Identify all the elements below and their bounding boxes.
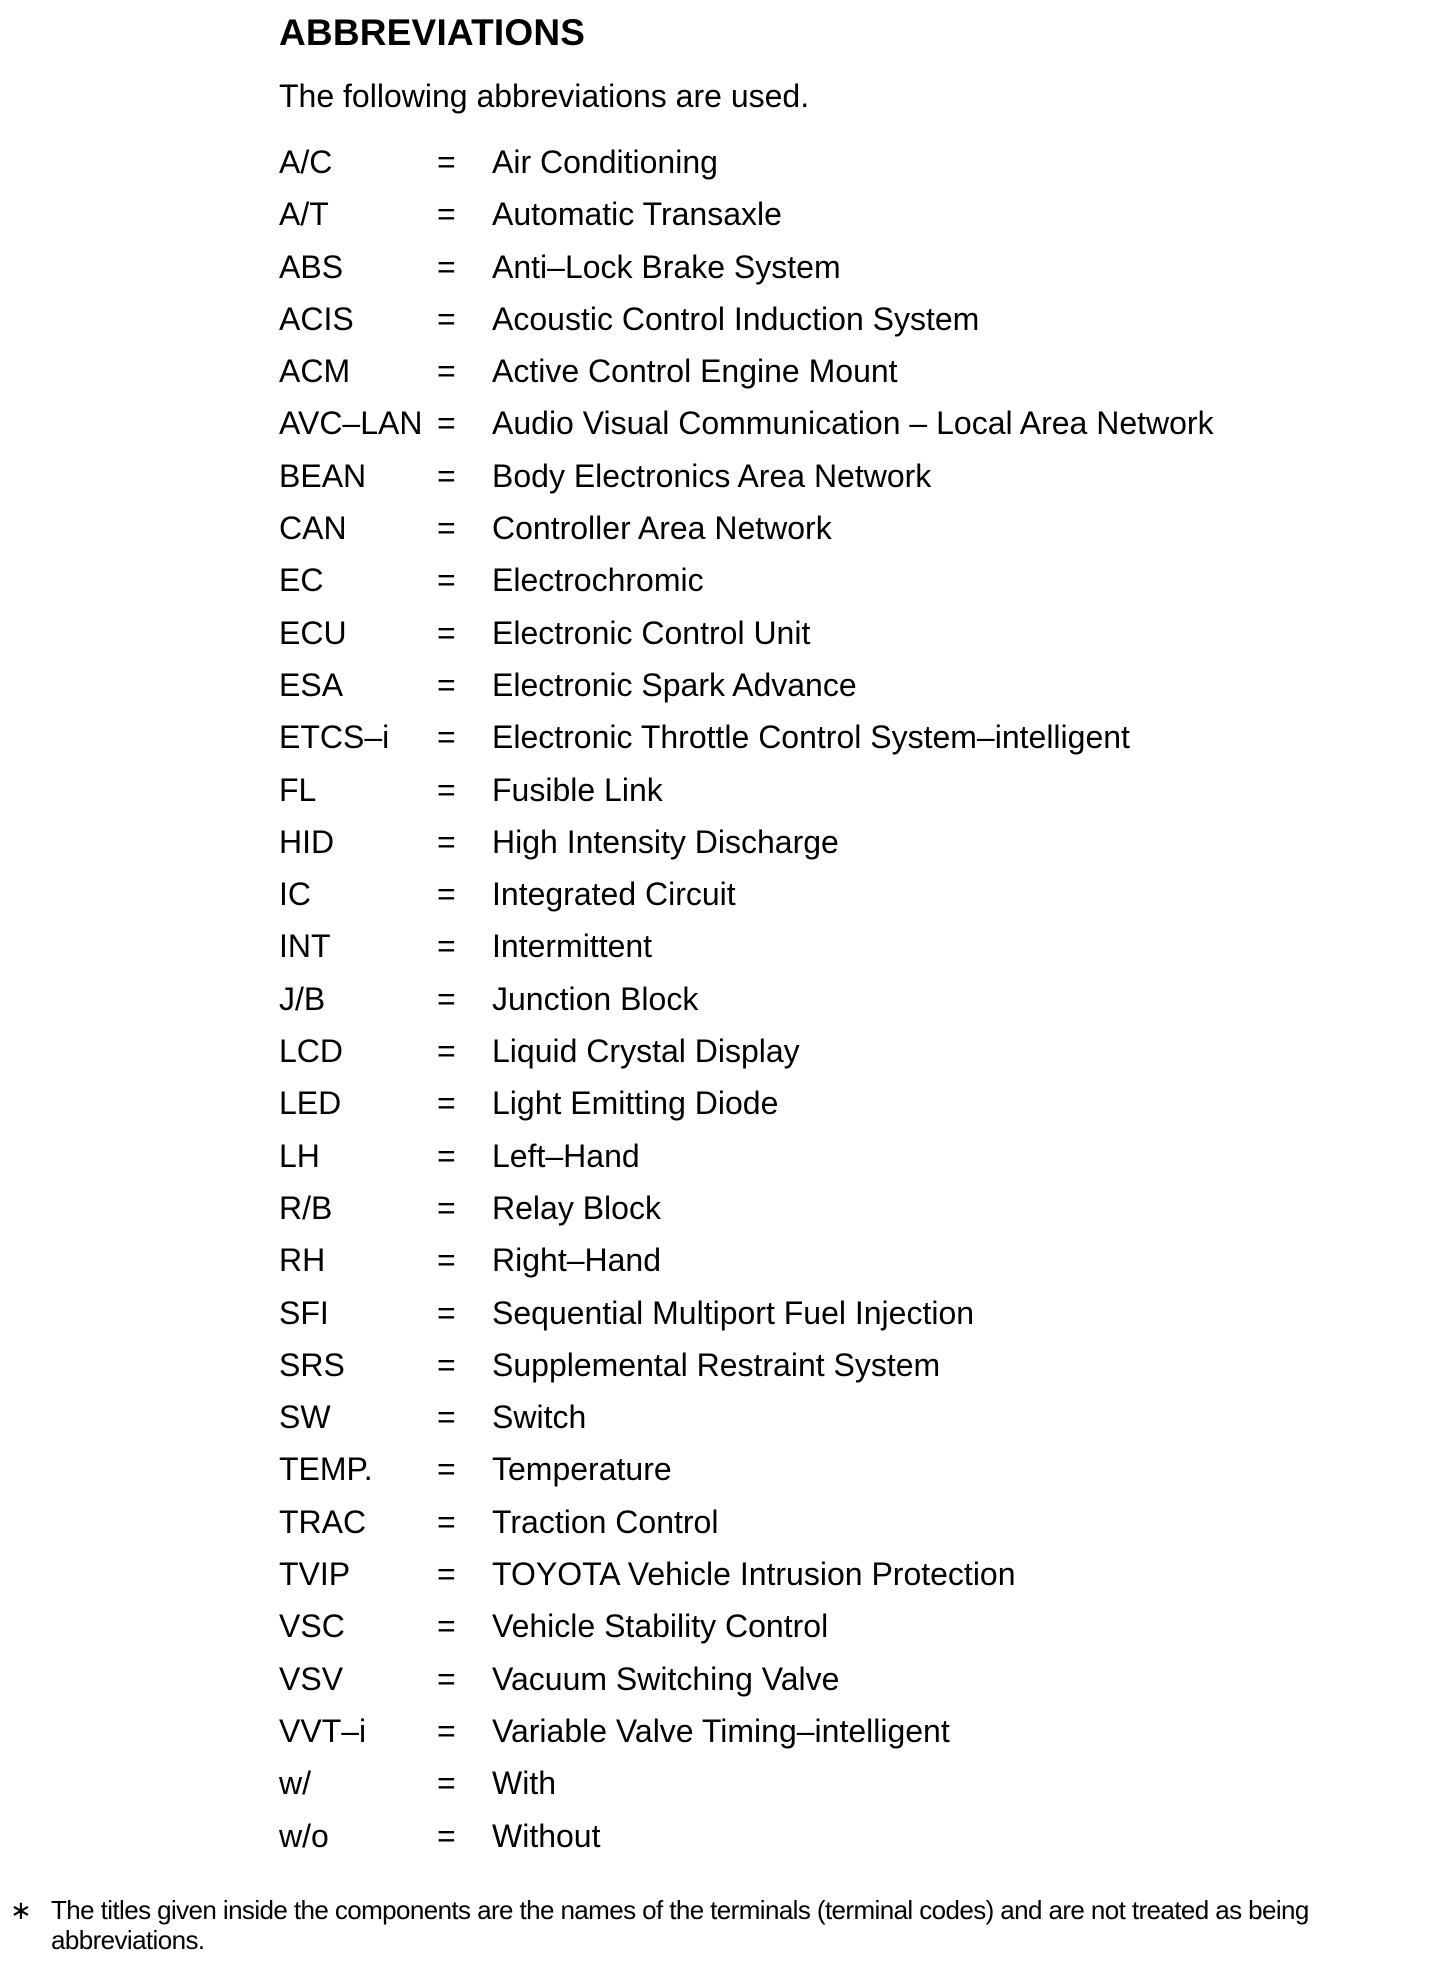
- abbreviation-definition: Traction Control: [492, 1503, 719, 1540]
- abbreviation-term: LED: [279, 1085, 342, 1122]
- abbreviation-definition: High Intensity Discharge: [492, 823, 839, 860]
- abbreviation-term: VSV: [279, 1660, 344, 1697]
- abbreviation-term: ESA: [279, 666, 344, 703]
- abbreviation-definition: Anti–Lock Brake System: [492, 248, 841, 285]
- abbreviation-definition: Vehicle Stability Control: [492, 1608, 829, 1645]
- abbreviation-definition: Light Emitting Diode: [492, 1085, 779, 1122]
- equals-sign: =: [437, 1399, 456, 1436]
- abbreviation-term: INT: [279, 928, 331, 965]
- equals-sign: =: [437, 196, 456, 233]
- equals-sign: =: [437, 980, 456, 1017]
- equals-sign: =: [437, 353, 456, 390]
- abbreviation-definition: Electrochromic: [492, 562, 704, 599]
- abbreviation-term: AVC–LAN: [279, 405, 423, 442]
- abbreviation-term: ETCS–i: [279, 719, 390, 756]
- equals-sign: =: [437, 1503, 456, 1540]
- abbreviation-term: EC: [279, 562, 324, 599]
- abbreviation-term: ABS: [279, 248, 344, 285]
- abbreviation-definition: Intermittent: [492, 928, 653, 965]
- abbreviation-term: SW: [279, 1399, 331, 1436]
- abbreviation-definition: Electronic Control Unit: [492, 614, 811, 651]
- equals-sign: =: [437, 300, 456, 337]
- abbreviation-definition: Controller Area Network: [492, 510, 832, 547]
- abbreviation-term: LCD: [279, 1033, 344, 1070]
- abbreviation-term: A/C: [279, 144, 333, 180]
- abbreviation-definition: Acoustic Control Induction System: [492, 300, 980, 337]
- equals-sign: =: [437, 771, 456, 808]
- abbreviation-definition: Without: [492, 1817, 601, 1854]
- equals-sign: =: [437, 1817, 456, 1854]
- abbreviation-definition: Relay Block: [492, 1189, 661, 1226]
- abbreviation-definition: Left–Hand: [492, 1137, 640, 1174]
- abbreviation-term: TEMP.: [279, 1451, 373, 1488]
- equals-sign: =: [437, 1660, 456, 1697]
- abbreviation-definition: Liquid Crystal Display: [492, 1033, 800, 1070]
- footnote-text: The titles given inside the components are the names of the terminals (terminal codes) and are not treated as being abbreviations.: [51, 1895, 1309, 1955]
- abbreviation-definition: Fusible Link: [492, 771, 663, 808]
- equals-sign: =: [437, 614, 456, 651]
- equals-sign: =: [437, 1033, 456, 1070]
- equals-sign: =: [437, 405, 456, 442]
- abbreviation-definition: Right–Hand: [492, 1242, 661, 1279]
- equals-sign: =: [437, 1242, 456, 1279]
- abbreviation-definition: Temperature: [492, 1451, 672, 1488]
- abbreviation-definition: Body Electronics Area Network: [492, 457, 932, 494]
- abbreviation-definition: With: [492, 1765, 556, 1802]
- intro-text: The following abbreviations are used.: [279, 78, 810, 114]
- abbreviation-term: TRAC: [279, 1503, 367, 1540]
- abbreviation-term: FL: [279, 771, 317, 808]
- abbreviation-definition: Electronic Throttle Control System–intelligent: [492, 719, 1130, 756]
- equals-sign: =: [437, 1085, 456, 1122]
- equals-sign: =: [437, 1451, 456, 1488]
- equals-sign: =: [437, 1712, 456, 1749]
- abbreviation-definition: Electronic Spark Advance: [492, 666, 857, 703]
- equals-sign: =: [437, 562, 456, 599]
- page-title: ABBREVIATIONS: [279, 12, 586, 53]
- abbreviation-term: VSC: [279, 1608, 345, 1645]
- abbreviation-definition: Supplemental Restraint System: [492, 1346, 941, 1383]
- abbreviation-term: IC: [279, 876, 311, 913]
- abbreviation-definition: TOYOTA Vehicle Intrusion Protection: [492, 1556, 1016, 1593]
- abbreviation-term: w/: [279, 1765, 311, 1802]
- equals-sign: =: [437, 1189, 456, 1226]
- abbreviation-definition: Active Control Engine Mount: [492, 353, 898, 390]
- abbreviation-definition: Switch: [492, 1399, 587, 1436]
- abbreviation-term: BEAN: [279, 457, 367, 494]
- equals-sign: =: [437, 1137, 456, 1174]
- equals-sign: =: [437, 666, 456, 703]
- equals-sign: =: [437, 876, 456, 913]
- abbreviation-definition: Vacuum Switching Valve: [492, 1660, 840, 1697]
- abbreviation-term: ECU: [279, 614, 347, 651]
- abbreviation-definition: Automatic Transaxle: [492, 196, 782, 233]
- equals-sign: =: [437, 1608, 456, 1645]
- abbreviation-term: CAN: [279, 510, 347, 547]
- abbreviation-term: LH: [279, 1137, 320, 1174]
- abbreviation-term: SRS: [279, 1346, 345, 1383]
- equals-sign: =: [437, 1556, 456, 1593]
- abbreviation-term: SFI: [279, 1294, 329, 1331]
- equals-sign: =: [437, 248, 456, 285]
- abbreviation-term: RH: [279, 1242, 326, 1279]
- equals-sign: =: [437, 719, 456, 756]
- abbreviation-definition: Variable Valve Timing–intelligent: [492, 1712, 950, 1749]
- abbreviation-term: VVT–i: [279, 1712, 367, 1749]
- abbreviation-term: A/T: [279, 196, 329, 233]
- abbreviation-term: ACIS: [279, 300, 354, 337]
- equals-sign: =: [437, 1765, 456, 1802]
- abbreviation-definition: Air Conditioning: [492, 144, 718, 180]
- abbreviation-term: R/B: [279, 1189, 333, 1226]
- equals-sign: =: [437, 510, 456, 547]
- abbreviation-term: w/o: [279, 1817, 329, 1854]
- abbreviation-definition: Junction Block: [492, 980, 699, 1017]
- abbreviation-term: TVIP: [279, 1556, 351, 1593]
- equals-sign: =: [437, 1294, 456, 1331]
- equals-sign: =: [437, 144, 456, 180]
- abbreviation-term: HID: [279, 823, 335, 860]
- abbreviation-definition: Sequential Multiport Fuel Injection: [492, 1294, 975, 1331]
- abbreviation-definition: Integrated Circuit: [492, 876, 736, 913]
- abbreviation-term: ACM: [279, 353, 351, 390]
- asterisk-icon: ∗: [10, 1895, 32, 1925]
- abbreviation-definition: Audio Visual Communication – Local Area Network: [492, 405, 1214, 442]
- equals-sign: =: [437, 1346, 456, 1383]
- equals-sign: =: [437, 928, 456, 965]
- abbreviation-term: J/B: [279, 980, 326, 1017]
- equals-sign: =: [437, 457, 456, 494]
- equals-sign: =: [437, 823, 456, 860]
